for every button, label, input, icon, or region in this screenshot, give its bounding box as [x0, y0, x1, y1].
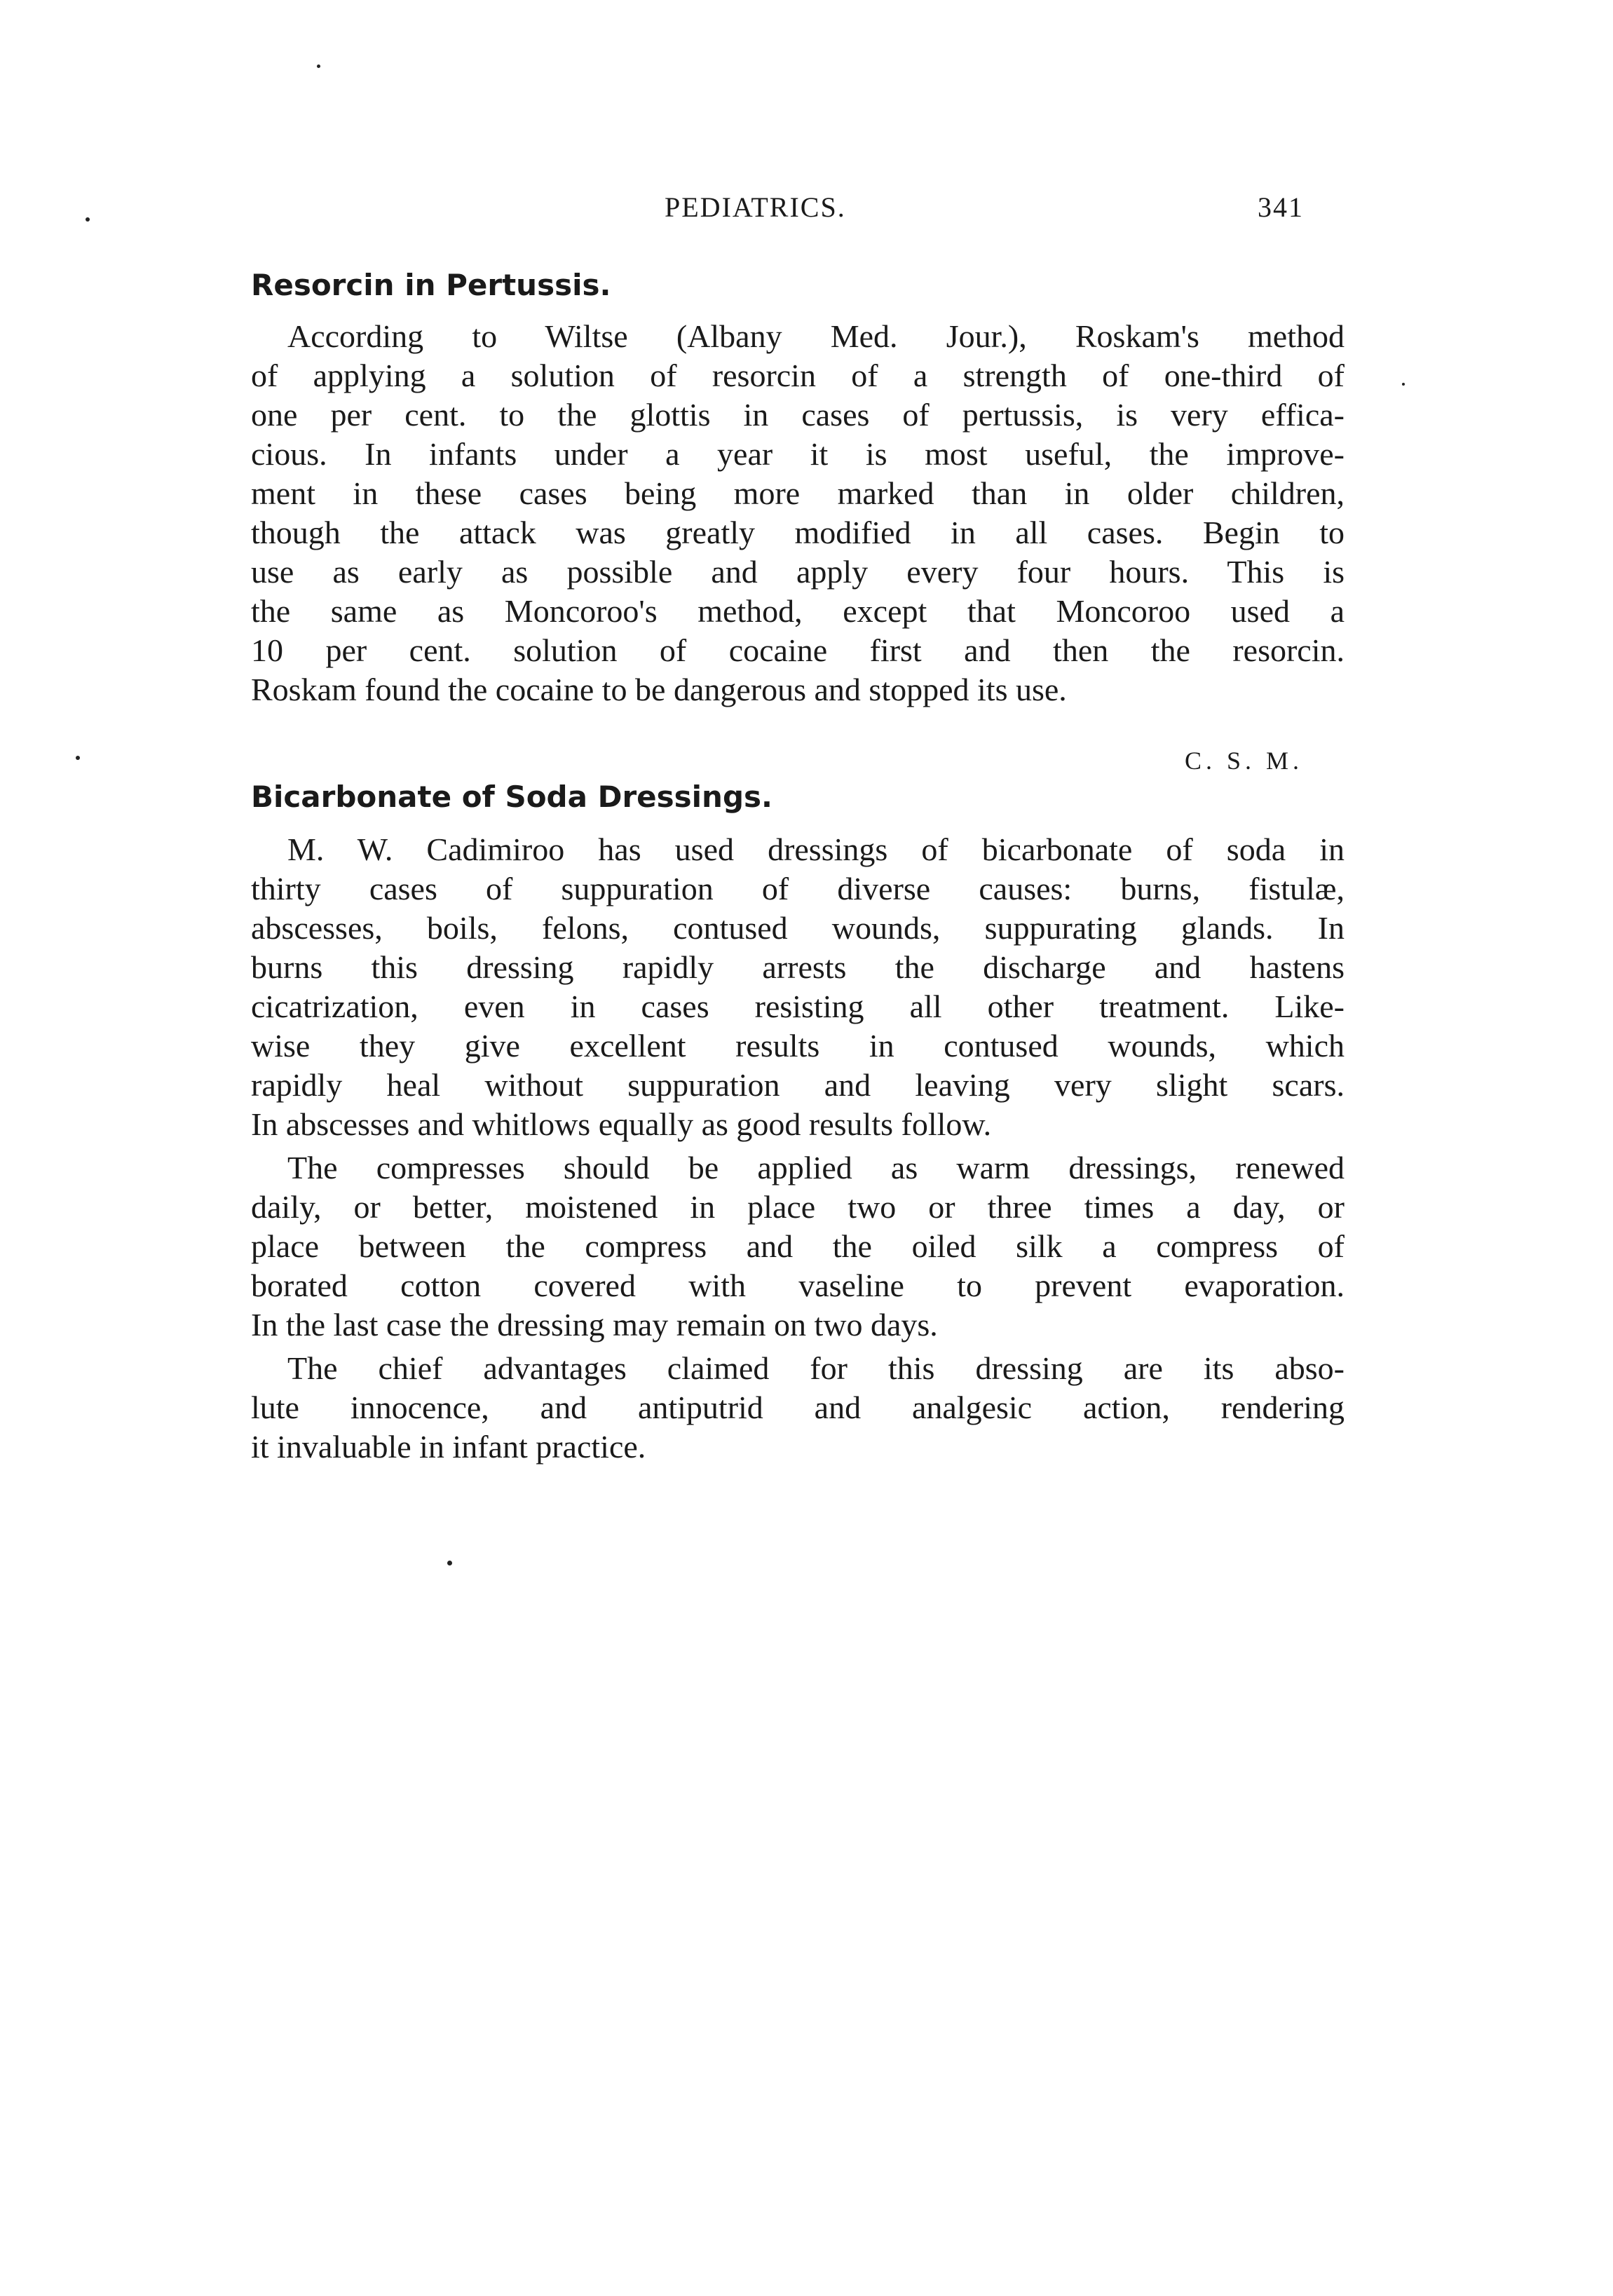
text-line: Roskam found the cocaine to be dangerous and stopped its use. [251, 672, 1067, 707]
text-line: burns this dressing rapidly arrests the discharge and hastens [251, 949, 1345, 985]
text-line: In the last case the dressing may remain on two days. [251, 1307, 938, 1343]
author-initials: C. S. M. [1185, 747, 1304, 775]
text-line: abscesses, boils, felons, contused wounds, suppurating glands. In [251, 910, 1345, 946]
running-title: PEDIATRICS. [665, 191, 846, 223]
text-line: rapidly heal without suppuration and leaving very slight scars. [251, 1067, 1345, 1103]
text-line: the same as Moncoroo's method, except that Moncoroo used a [251, 593, 1345, 629]
text-line: M. W. Cadimiroo has used dressings of bicarbonate of soda in [287, 831, 1345, 867]
text-line: ment in these cases being more marked than in older children, [251, 475, 1345, 511]
paragraph-bicarbonate-1 [251, 830, 1345, 1144]
running-head [252, 191, 1304, 233]
scan-speck [1402, 383, 1405, 386]
text-line: 10 per cent. solution of cocaine first and then the resorcin. [251, 632, 1345, 668]
scan-speck [76, 756, 80, 760]
text-line: wise they give excellent results in contused wounds, which [251, 1028, 1345, 1064]
text-line: cious. In infants under a year it is most useful, the improve- [251, 436, 1345, 472]
text-line: place between the compress and the oiled silk a compress of [251, 1228, 1345, 1264]
text-line: borated cotton covered with vaseline to prevent evaporation. [251, 1268, 1345, 1303]
text-line: though the attack was greatly modified in all cases. Begin to [251, 515, 1345, 550]
page-number: 341 [1258, 191, 1304, 223]
text-line: lute innocence, and antiputrid and analgesic action, rendering [251, 1390, 1345, 1425]
text-line: cicatrization, even in cases resisting all other treatment. Like- [251, 989, 1345, 1024]
text-line: thirty cases of suppuration of diverse causes: burns, fistulæ, [251, 871, 1345, 906]
paragraph-resorcin [251, 317, 1345, 709]
text-line: one per cent. to the glottis in cases of pertussis, is very effica- [251, 397, 1345, 433]
scan-speck [447, 1561, 452, 1565]
scan-speck [317, 64, 320, 68]
scan-speck [86, 217, 90, 222]
text-line: The compresses should be applied as warm dressings, renewed [287, 1150, 1345, 1186]
text-line: of applying a solution of resorcin of a strength of one-third of [251, 358, 1345, 393]
paragraph-bicarbonate-3 [251, 1349, 1345, 1467]
section-heading-resorcin: Resorcin in Pertussis. [251, 268, 611, 302]
text-line: The chief advantages claimed for this dressing are its abso- [287, 1350, 1345, 1386]
text-line: According to Wiltse (Albany Med. Jour.), Roskam's method [287, 318, 1345, 354]
section-heading-bicarbonate: Bicarbonate of Soda Dressings. [251, 780, 773, 814]
text-line: In abscesses and whitlows equally as good results follow. [251, 1106, 992, 1142]
text-line: use as early as possible and apply every four hours. This is [251, 554, 1345, 590]
paragraph-bicarbonate-2 [251, 1148, 1345, 1345]
text-line: daily, or better, moistened in place two or three times a day, or [251, 1189, 1345, 1225]
text-line: it invaluable in infant practice. [251, 1429, 646, 1465]
